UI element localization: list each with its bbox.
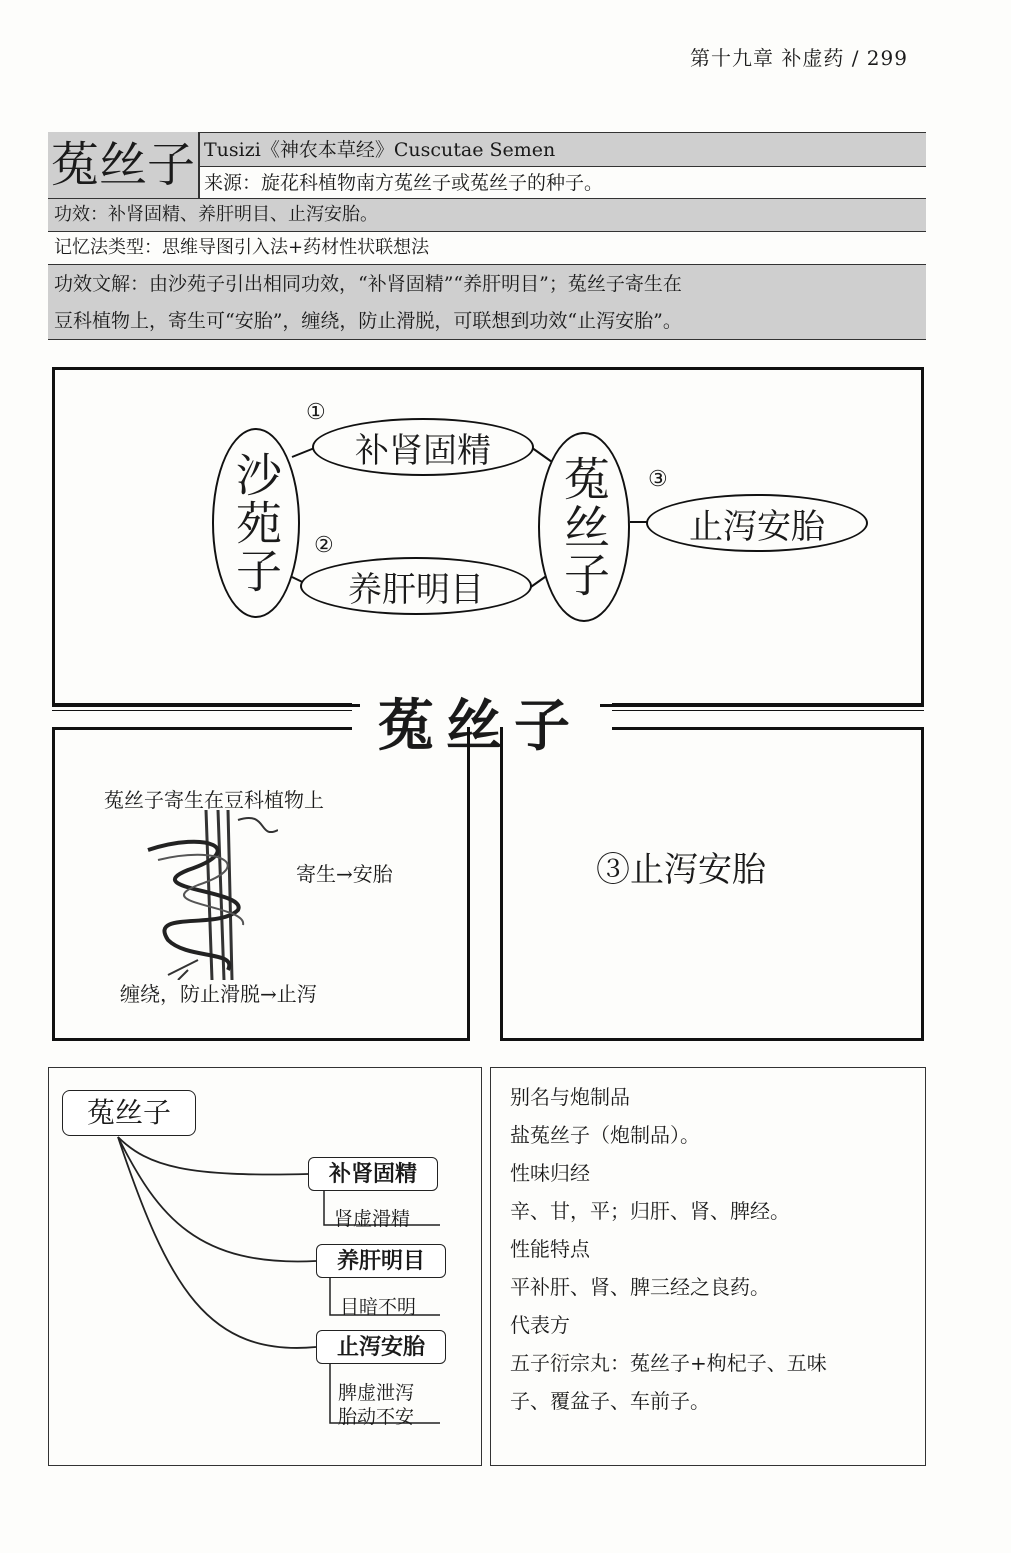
effect-node-1: 补肾固精 — [312, 418, 534, 476]
pinyin-latin: Tusizi《神农本草经》Cuscutae Semen — [200, 134, 926, 166]
panel-top-rule — [52, 727, 352, 730]
tree-root: 菟丝子 — [62, 1090, 196, 1136]
explain-line-1: 功效文解：由沙苑子引出相同功效，“补肾固精”“养肝明目”；菟丝子寄生在 — [54, 273, 682, 295]
tree-branch-1: 补肾固精 — [308, 1157, 438, 1191]
notes-heading-alias: 别名与炮制品 — [510, 1085, 630, 1109]
title-rule-right — [612, 703, 924, 711]
tree-sub-1: 肾虚滑精 — [334, 1208, 411, 1230]
notes-heading-nature: 性味归经 — [510, 1161, 590, 1185]
notes-text-nature: 辛、甘，平；归肝、肾、脾经。 — [510, 1199, 790, 1223]
notes-text-feature: 平补肝、肾、脾三经之良药。 — [510, 1275, 770, 1299]
notes-text-alias: 盐菟丝子（炮制品）。 — [510, 1123, 700, 1147]
number-1: ① — [306, 400, 326, 425]
notes-content — [510, 1078, 920, 1420]
tree-sub-3b: 胎动不安 — [338, 1406, 415, 1428]
tree-sub-2: 目暗不明 — [340, 1296, 417, 1318]
effect-node-2: 养肝明目 — [300, 557, 532, 615]
explain-block — [48, 264, 926, 340]
title-rule-left — [52, 703, 352, 711]
effect-panel-text: ③止泻安胎 — [596, 850, 766, 890]
center-title: 菟丝子 — [360, 682, 600, 762]
herb-node-shayuanzi — [212, 428, 300, 618]
label-parasite: 寄生→安胎 — [296, 862, 393, 886]
tree-branch-3: 止泻安胎 — [316, 1330, 446, 1364]
herb-title: 菟丝子 — [48, 132, 198, 198]
memory-type-line: 记忆法类型：思维导图引入法+药材性状联想法 — [48, 231, 926, 264]
effect-node-3: 止泻安胎 — [646, 494, 868, 552]
notes-text-formula-1: 五子衍宗丸：菟丝子+枸杞子、五味 — [510, 1351, 827, 1375]
number-2: ② — [314, 533, 334, 558]
explain-line-2: 豆科植物上，寄生可“安胎”，缠绕，防止滑脱，可联想到功效“止泻安胎”。 — [54, 310, 682, 332]
page-header: 第十九章 补虚药 / 299 — [690, 46, 908, 70]
herb-label-left: 沙苑子 — [229, 451, 283, 595]
label-entwine: 缠绕，防止滑脱→止泻 — [120, 982, 317, 1006]
herb-label-right: 菟丝子 — [557, 455, 611, 599]
dodder-vine-illustration — [128, 810, 278, 980]
illustration-caption: 菟丝子寄生在豆科植物上 — [104, 788, 324, 812]
herb-node-tusizi — [538, 432, 630, 622]
tree-sub-3a: 脾虚泄泻 — [338, 1382, 415, 1404]
source-line: 来源：旋花科植物南方菟丝子或菟丝子的种子。 — [200, 166, 926, 198]
notes-heading-feature: 性能特点 — [510, 1237, 590, 1261]
notes-heading-formula: 代表方 — [510, 1313, 570, 1337]
panel-top-rule-right — [612, 727, 924, 730]
number-3: ③ — [648, 467, 668, 492]
notes-text-formula-2: 子、覆盆子、车前子。 — [510, 1389, 710, 1413]
efficacy-line: 功效：补肾固精、养肝明目、止泻安胎。 — [48, 198, 926, 231]
tree-branch-2: 养肝明目 — [316, 1244, 446, 1278]
